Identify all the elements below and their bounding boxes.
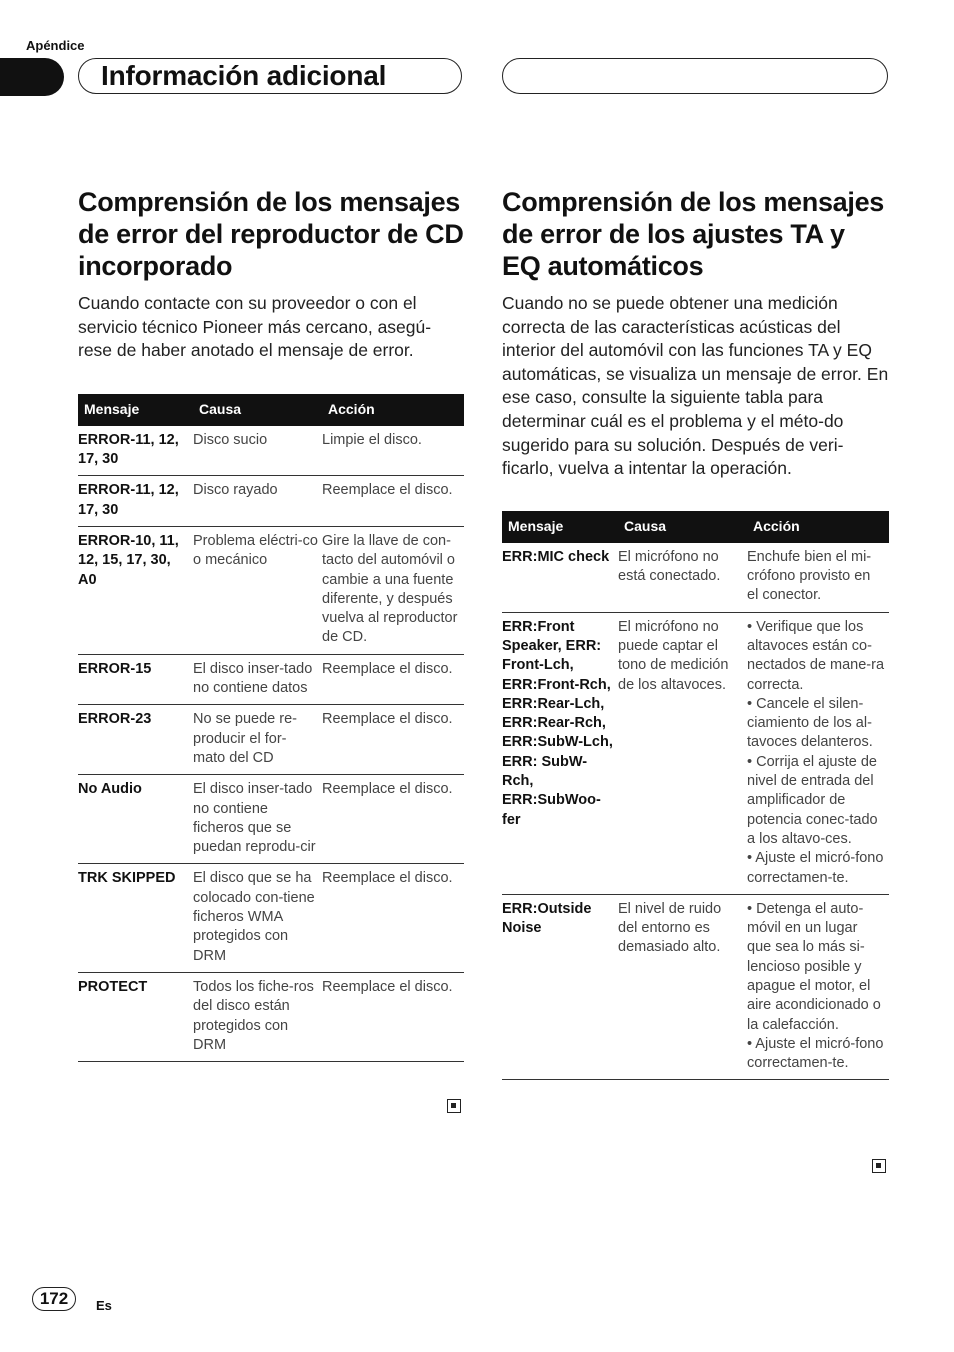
- table-header-row: [502, 511, 889, 543]
- section-tab-marker: [0, 58, 64, 96]
- page-number: 172: [32, 1287, 76, 1311]
- message-cell: No Audio: [78, 775, 193, 864]
- table-row: [502, 894, 889, 1080]
- action-cell: Reemplace el disco.: [322, 775, 464, 864]
- right-heading: Comprensión de los mensajes de error de los ajustes TA y EQ automáticos: [502, 187, 885, 281]
- cause-cell: El micrófono no puede captar el tono de medición de los altavoces.: [618, 612, 747, 894]
- language-code: Es: [96, 1298, 112, 1313]
- table-row: [502, 612, 889, 894]
- column-header: Causa: [618, 511, 747, 543]
- table-row: [78, 476, 464, 527]
- cause-cell: Problema eléctri-co o mecánico: [193, 526, 322, 654]
- table-row: [78, 526, 464, 654]
- table-row: [78, 705, 464, 775]
- section-title: Información adicional: [101, 60, 387, 91]
- message-cell: ERROR-23: [78, 705, 193, 775]
- cause-cell: El micrófono no está conectado.: [618, 543, 747, 612]
- cause-cell: Todos los fiche-ros del disco están protegidos con DRM: [193, 972, 322, 1061]
- message-cell: ERR:Front Speaker, ERR: Front-Lch, ERR:Front-Rch, ERR:Rear-Lch, ERR:Rear-Rch, ERR:SubW-Lch, ERR: SubW-Rch, ERR:SubWoo-fer: [502, 612, 618, 894]
- message-cell: ERR:MIC check: [502, 543, 618, 612]
- message-cell: ERROR-10, 11, 12, 15, 17, 30, A0: [78, 526, 193, 654]
- column-header: Acción: [322, 394, 464, 426]
- ta-eq-error-table: [502, 511, 889, 1081]
- left-column: [78, 186, 464, 1062]
- section-header: [78, 58, 462, 94]
- action-cell: • Detenga el auto-móvil en un lugar que sea lo más si-lencioso posible y apague el motor, el aire acondicionado o la calefacción. • Ajuste el micró-fono correctamen-te.: [747, 894, 889, 1080]
- action-cell: Limpie el disco.: [322, 426, 464, 476]
- action-cell: Reemplace el disco.: [322, 864, 464, 972]
- message-cell: ERR:Outside Noise: [502, 894, 618, 1080]
- end-of-section-icon: [447, 1099, 461, 1113]
- table-row: [78, 654, 464, 705]
- left-intro: Cuando contacte con su proveedor o con el servicio técnico Pioneer más cercano, asegú-rese de haber anotado el mensaje de error.: [78, 293, 432, 361]
- empty-header-pill: [502, 58, 888, 94]
- appendix-label: Apéndice: [26, 38, 85, 53]
- message-cell: ERROR-15: [78, 654, 193, 705]
- table-row: [78, 864, 464, 972]
- right-column: [502, 186, 889, 1080]
- right-intro: Cuando no se puede obtener una medición correcta de las características acústicas del interior del automóvil con las funciones TA y EQ automáticas, se visualiza un mensaje de error. En ese caso, consulte la siguiente tabla para determinar cuál es el problema y el méto-do sugerido para su solución. Después de veri-ficarlo, vuelva a intentar la operación.: [502, 293, 889, 479]
- cause-cell: El disco inser-tado no contiene datos: [193, 654, 322, 705]
- table-row: [78, 972, 464, 1061]
- column-header: Mensaje: [78, 394, 193, 426]
- column-header: Causa: [193, 394, 322, 426]
- action-cell: Gire la llave de con-tacto del automóvil o cambie a una fuente diferente, y después vuelva al reproductor de CD.: [322, 526, 464, 654]
- column-header: Acción: [747, 511, 889, 543]
- end-of-section-icon: [872, 1159, 886, 1173]
- action-cell: Reemplace el disco.: [322, 972, 464, 1061]
- cause-cell: El disco que se ha colocado con-tiene ficheros WMA protegidos con DRM: [193, 864, 322, 972]
- cause-cell: Disco sucio: [193, 426, 322, 476]
- action-cell: Reemplace el disco.: [322, 705, 464, 775]
- table-row: [502, 543, 889, 612]
- message-cell: ERROR-11, 12, 17, 30: [78, 426, 193, 476]
- table-row: [78, 426, 464, 476]
- table-header-row: [78, 394, 464, 426]
- cause-cell: El disco inser-tado no contiene ficheros que se puedan reprodu-cir: [193, 775, 322, 864]
- message-cell: TRK SKIPPED: [78, 864, 193, 972]
- action-cell: • Verifique que los altavoces están co-nectados de mane-ra correcta. • Cancele el silen-ciamiento de los al-tavoces delanteros. • Corrija el ajuste de nivel de entrada del amplificador de potencia conec-tado a los altavo-ces. • Ajuste el micró-fono correctamen-te.: [747, 612, 889, 894]
- action-cell: Reemplace el disco.: [322, 476, 464, 527]
- action-cell: Enchufe bien el mi-crófono provisto en el conector.: [747, 543, 889, 612]
- message-cell: ERROR-11, 12, 17, 30: [78, 476, 193, 527]
- cause-cell: Disco rayado: [193, 476, 322, 527]
- left-heading: Comprensión de los mensajes de error del reproductor de CD incorporado: [78, 187, 464, 281]
- cause-cell: El nivel de ruido del entorno es demasiado alto.: [618, 894, 747, 1080]
- action-cell: Reemplace el disco.: [322, 654, 464, 705]
- column-header: Mensaje: [502, 511, 618, 543]
- cd-error-table: [78, 394, 464, 1062]
- message-cell: PROTECT: [78, 972, 193, 1061]
- table-row: [78, 775, 464, 864]
- cause-cell: No se puede re-producir el for-mato del CD: [193, 705, 322, 775]
